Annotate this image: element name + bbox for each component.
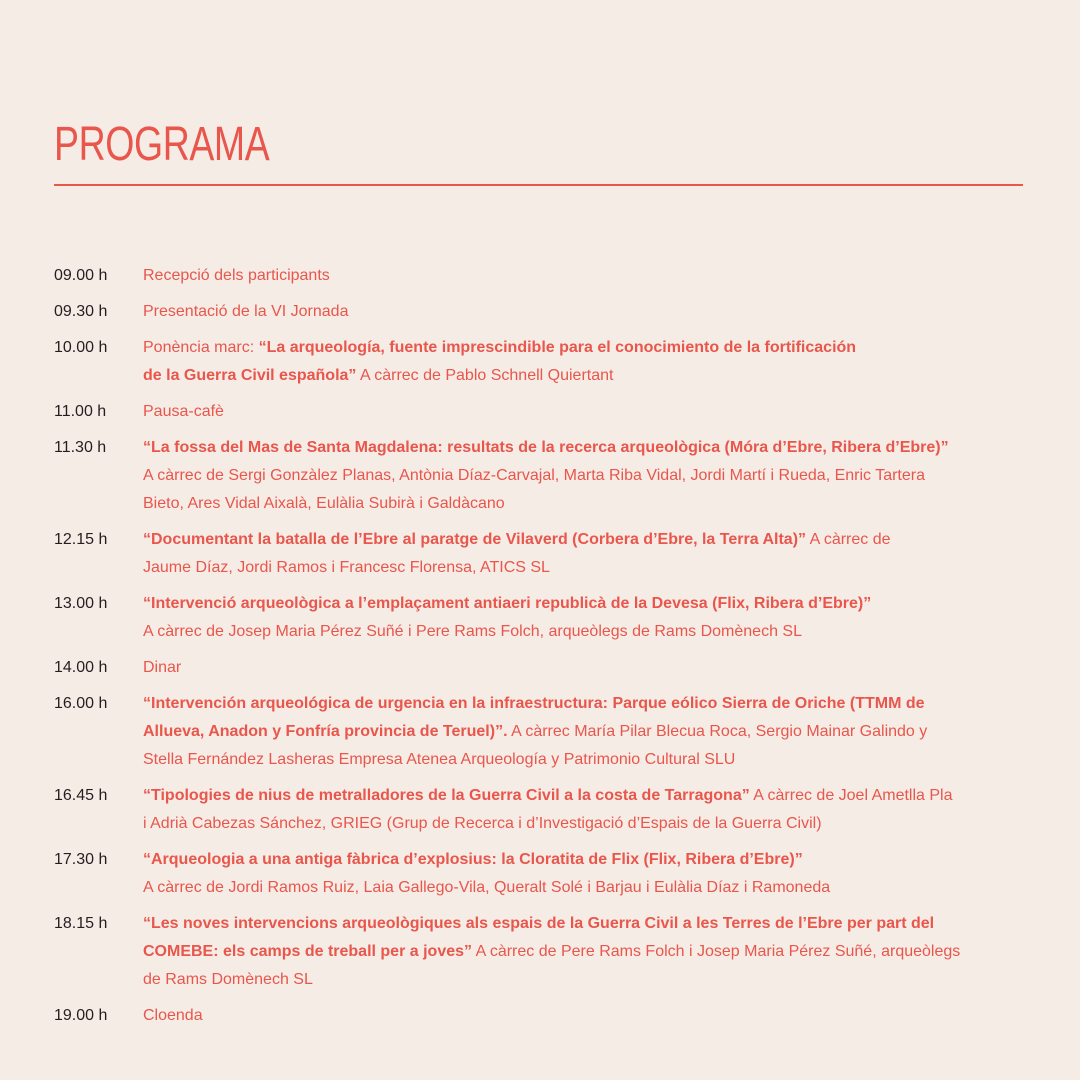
- description-line: [143, 526, 1024, 554]
- talk-title: “Les noves intervencions arqueològiques als espais de la Guerra Civil a les Terres de l’Ebre per part del: [143, 915, 935, 932]
- talk-title: “Documentant la batalla de l’Ebre al paratge de Vilaverd (Corbera d’Ebre, la Terra Alta)”: [143, 531, 807, 548]
- description-line: A càrrec de Jordi Ramos Ruiz, Laia Gallego-Vila, Queralt Solé i Barjau i Eulàlia Díaz i Ramoneda: [143, 879, 831, 896]
- schedule-time: 11.00 h: [54, 403, 107, 420]
- schedule-description: [143, 910, 1024, 994]
- talk-title: de la Guerra Civil española”: [143, 367, 357, 384]
- schedule-description: [143, 262, 1024, 290]
- schedule-description: [143, 782, 1024, 838]
- description-line: [143, 718, 1024, 746]
- schedule-row: [54, 782, 1024, 838]
- schedule-description: [143, 298, 1024, 326]
- schedule-description: [143, 590, 1024, 646]
- title-divider: [54, 184, 1023, 186]
- description-line: [143, 910, 1024, 938]
- talk-title: “Intervenció arqueològica a l’emplaçament antiaeri republicà de la Devesa (Flix, Ribera d’Ebre)”: [143, 595, 872, 612]
- schedule-time: 16.45 h: [54, 787, 108, 804]
- schedule-description: [143, 526, 1024, 582]
- schedule-time: 11.30 h: [54, 439, 107, 456]
- schedule-row: [54, 262, 1024, 290]
- description-line: [143, 434, 1024, 462]
- line-suffix: A càrrec de Pablo Schnell Quiertant: [356, 367, 614, 384]
- schedule-time: 10.00 h: [54, 339, 108, 356]
- schedule-time: 17.30 h: [54, 851, 108, 868]
- talk-title: Allueva, Anadon y Fonfría provincia de Teruel)”.: [143, 723, 508, 740]
- schedule-description: [143, 434, 1024, 518]
- description-line: [143, 590, 1024, 618]
- talk-title: COMEBE: els camps de treball per a joves”: [143, 943, 473, 960]
- schedule-description: [143, 690, 1024, 774]
- line-suffix: A càrrec de: [806, 531, 891, 548]
- schedule-time: 13.00 h: [54, 595, 108, 612]
- talk-title: “Tipologies de nius de metralladores de la Guerra Civil a la costa de Tarragona”: [143, 787, 750, 804]
- schedule-description: [143, 654, 1024, 682]
- schedule-row: [54, 910, 1024, 994]
- description-line: Presentació de la VI Jornada: [143, 303, 349, 320]
- schedule-time: 12.15 h: [54, 531, 108, 548]
- schedule-description: [143, 846, 1024, 902]
- description-line: Dinar: [143, 659, 182, 676]
- schedule-row: [54, 690, 1024, 774]
- description-line: Stella Fernández Lasheras Empresa Atenea Arqueología y Patrimonio Cultural SLU: [143, 751, 736, 768]
- schedule-row: [54, 298, 1024, 326]
- line-suffix: A càrrec de Joel Ametlla Pla: [749, 787, 953, 804]
- line-suffix: A càrrec de Pere Rams Folch i Josep Maria Pérez Suñé, arqueòlegs: [472, 943, 961, 960]
- schedule-row: [54, 846, 1024, 902]
- schedule-row: [54, 434, 1024, 518]
- description-line: [143, 334, 1024, 362]
- description-line: [143, 938, 1024, 966]
- description-line: [143, 690, 1024, 718]
- line-prefix: Ponència marc:: [143, 339, 259, 356]
- description-line: [143, 782, 1024, 810]
- schedule-row: [54, 398, 1024, 426]
- description-line: A càrrec de Josep Maria Pérez Suñé i Pere Rams Folch, arqueòlegs de Rams Domènech SL: [143, 623, 802, 640]
- talk-title: “Arqueologia a una antiga fàbrica d’explosius: la Cloratita de Flix (Flix, Ribera d’Ebre)”: [143, 851, 803, 868]
- schedule-row: [54, 590, 1024, 646]
- schedule-time: 09.30 h: [54, 303, 108, 320]
- schedule-row: [54, 334, 1024, 390]
- talk-title: “La fossa del Mas de Santa Magdalena: resultats de la recerca arqueològica (Móra d’Ebre, Ribera d’Ebre)”: [143, 439, 949, 456]
- description-line: i Adrià Cabezas Sánchez, GRIEG (Grup de Recerca i d’Investigació d’Espais de la Guerra Civil): [143, 815, 822, 832]
- schedule-time: 09.00 h: [54, 267, 108, 284]
- description-line: [143, 362, 1024, 390]
- description-line: [143, 846, 1024, 874]
- description-line: de Rams Domènech SL: [143, 971, 313, 988]
- schedule-time: 19.00 h: [54, 1007, 108, 1024]
- schedule-description: [143, 1002, 1024, 1030]
- description-line: Recepció dels participants: [143, 267, 330, 284]
- description-line: Cloenda: [143, 1007, 203, 1024]
- schedule-time: 18.15 h: [54, 915, 108, 932]
- schedule-row: [54, 654, 1024, 682]
- schedule-description: [143, 398, 1024, 426]
- talk-title: “La arqueología, fuente imprescindible para el conocimiento de la fortificación: [258, 339, 857, 356]
- schedule-time: 14.00 h: [54, 659, 108, 676]
- description-line: Pausa-cafè: [143, 403, 224, 420]
- page-title: PROGRAMA: [54, 118, 270, 171]
- schedule-row: [54, 1002, 1024, 1030]
- schedule-description: [143, 334, 1024, 390]
- talk-title: “Intervención arqueológica de urgencia en la infraestructura: Parque eólico Sierra de Oriche (TTMM de: [143, 695, 925, 712]
- line-suffix: A càrrec María Pilar Blecua Roca, Sergio Mainar Galindo y: [507, 723, 928, 740]
- schedule-row: [54, 526, 1024, 582]
- description-line: Jaume Díaz, Jordi Ramos i Francesc Florensa, ATICS SL: [143, 559, 550, 576]
- description-line: Bieto, Ares Vidal Aixalà, Eulàlia Subirà i Galdàcano: [143, 495, 505, 512]
- description-line: A càrrec de Sergi Gonzàlez Planas, Antònia Díaz-Carvajal, Marta Riba Vidal, Jordi Martí i Rueda, Enric Tartera: [143, 467, 925, 484]
- program-schedule: [54, 262, 1024, 1038]
- schedule-time: 16.00 h: [54, 695, 108, 712]
